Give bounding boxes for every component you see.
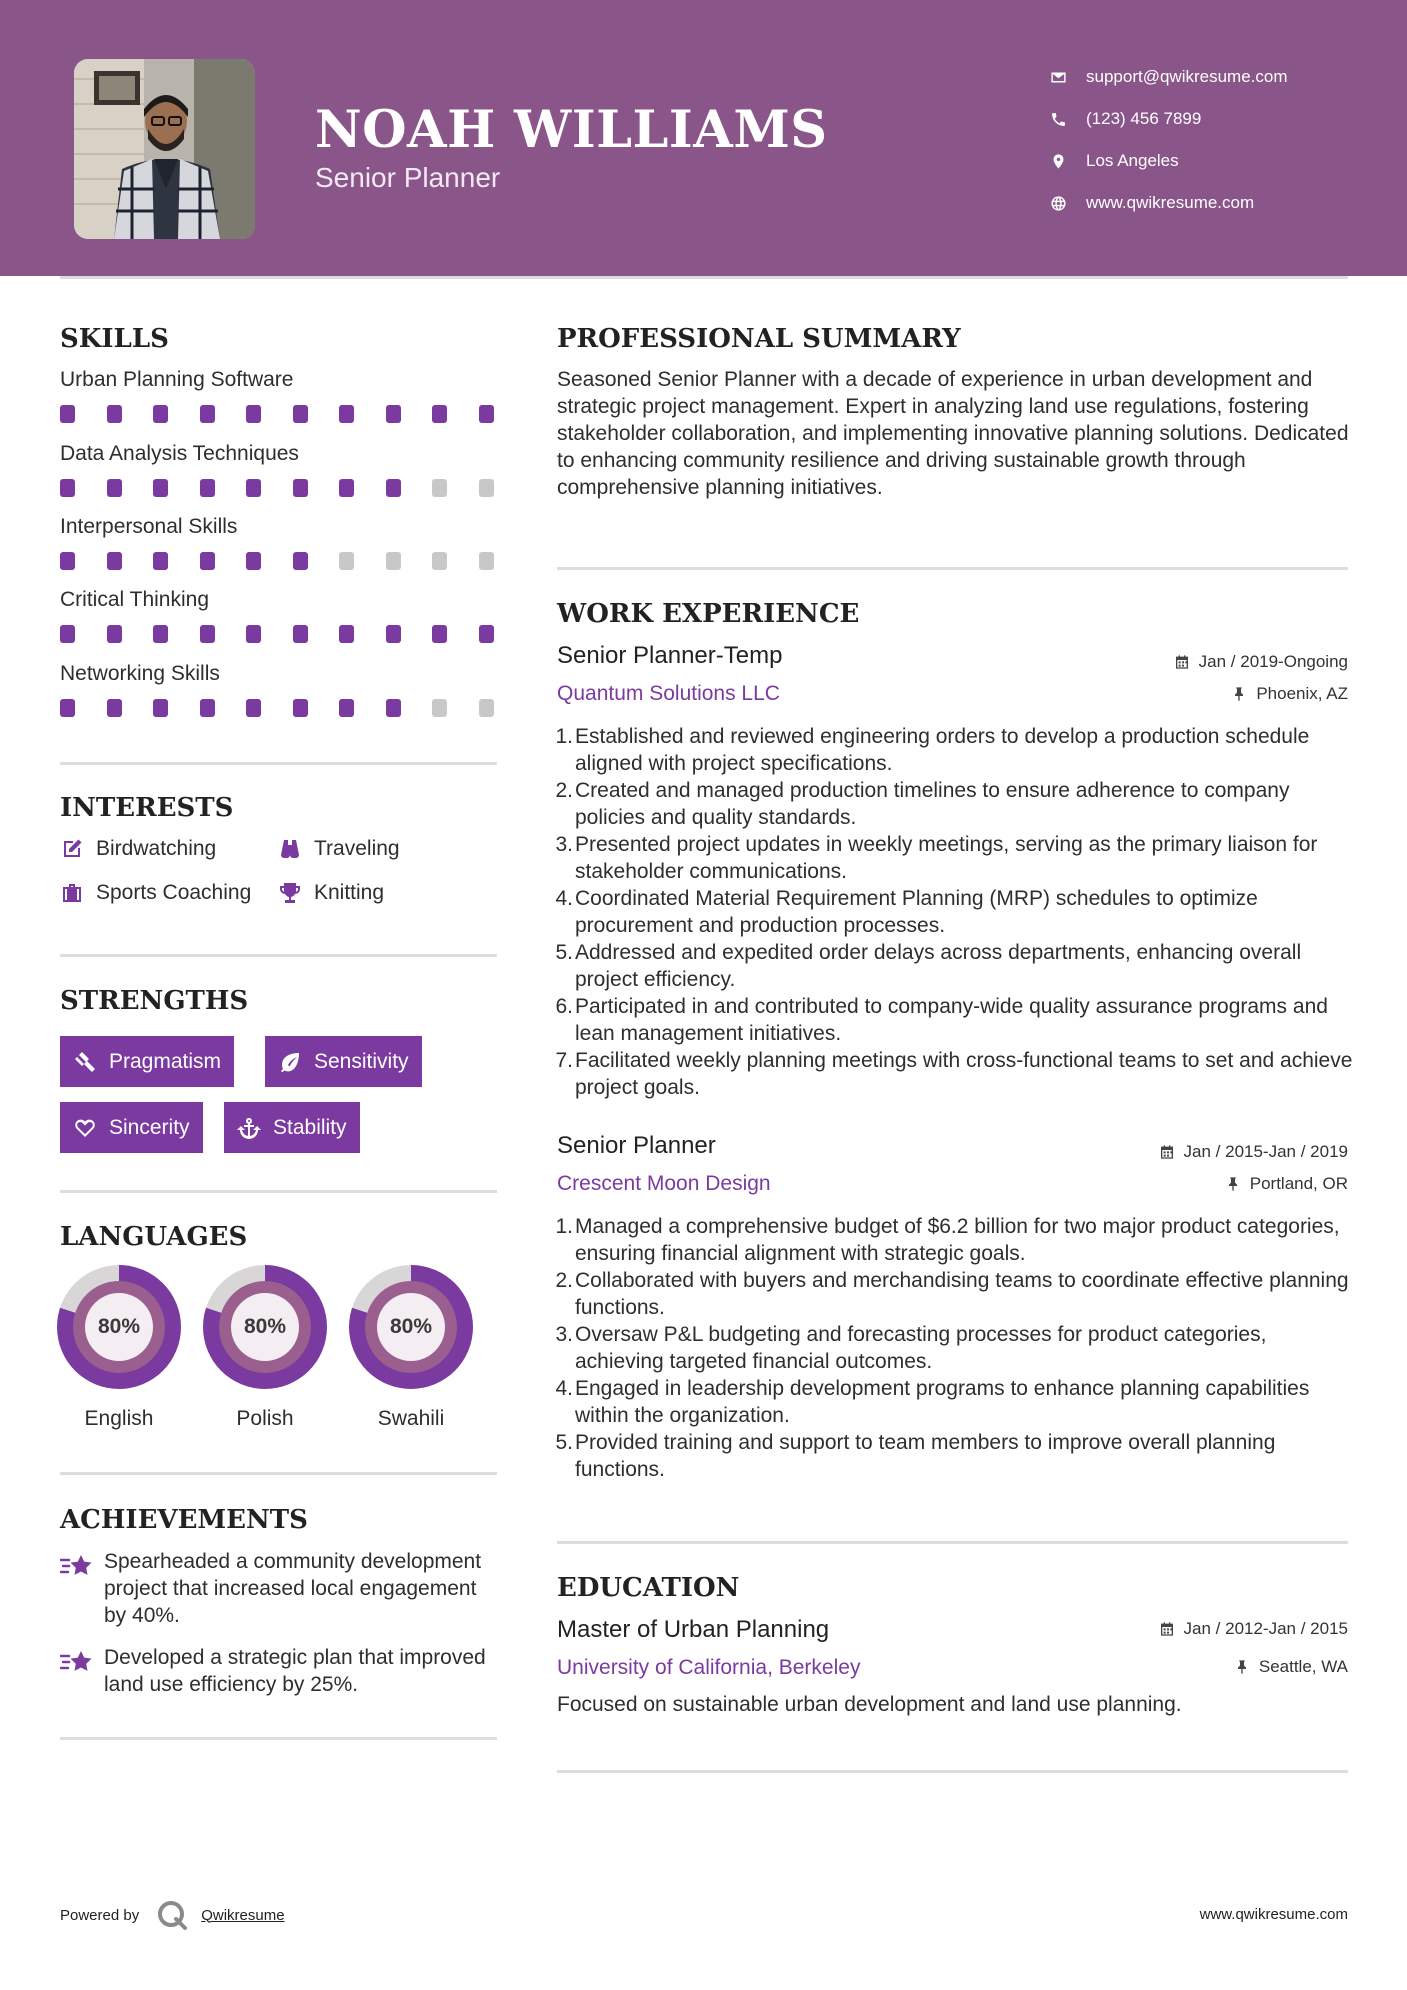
footer-powered-by: Powered by Qwikresume bbox=[60, 1898, 285, 1932]
language-percent: 80% bbox=[377, 1293, 445, 1361]
contact-location: Los Angeles bbox=[1050, 140, 1380, 182]
skill-rating bbox=[60, 405, 500, 423]
skill-dot-filled bbox=[293, 405, 308, 423]
globe-icon bbox=[1050, 195, 1086, 212]
job-bullets bbox=[557, 1213, 1357, 1483]
language-item bbox=[349, 1265, 473, 1431]
language-percent: 80% bbox=[231, 1293, 299, 1361]
language-percent: 80% bbox=[85, 1293, 153, 1361]
language-name: Swahili bbox=[377, 1407, 445, 1430]
skill-dot-filled bbox=[60, 479, 75, 497]
section-divider bbox=[60, 762, 497, 765]
skill-dot-filled bbox=[246, 699, 261, 717]
skill-dot-filled bbox=[246, 625, 261, 643]
skill-dot-empty bbox=[479, 699, 494, 717]
skill-dot-filled bbox=[60, 625, 75, 643]
skill-dot-filled bbox=[200, 552, 215, 570]
job-bullet: 1. Managed a comprehensive budget of $6.2 billion for two major product categories, ensuring financial alignment with strategic goals. bbox=[555, 1215, 1340, 1265]
job-bullet: 1. Established and reviewed engineering orders to develop a production schedule aligned with project specifications. bbox=[555, 725, 1310, 775]
section-divider bbox=[60, 954, 497, 957]
language-progress-ring bbox=[57, 1265, 181, 1389]
skill-rating bbox=[60, 479, 500, 497]
skill-rating bbox=[60, 625, 500, 643]
language-item bbox=[57, 1265, 181, 1431]
skill-label: Critical Thinking bbox=[60, 588, 209, 611]
skill-dot-filled bbox=[153, 479, 168, 497]
achievement-item: Developed a strategic plan that improved land use efficiency by 25%. bbox=[60, 1644, 500, 1698]
achievements-heading: ACHIEVEMENTS bbox=[60, 1505, 308, 1535]
skill-dot-filled bbox=[386, 405, 401, 423]
gavel-icon bbox=[73, 1050, 97, 1074]
strength-chip: Sincerity bbox=[60, 1102, 203, 1153]
skill-label: Data Analysis Techniques bbox=[60, 442, 299, 465]
pushpin-icon bbox=[1234, 1659, 1250, 1675]
job-bullet: 4. Coordinated Material Requirement Planning (MRP) schedules to optimize procurement and production processes. bbox=[555, 887, 1258, 937]
skill-rating bbox=[60, 699, 500, 717]
skill-dot-filled bbox=[107, 552, 122, 570]
heart-icon bbox=[73, 1116, 97, 1140]
skill-dot-filled bbox=[246, 405, 261, 423]
language-name: English bbox=[84, 1407, 154, 1430]
trophy-icon bbox=[278, 881, 302, 905]
skill-dot-filled bbox=[107, 479, 122, 497]
job-title: Senior Planner-Temp bbox=[557, 642, 783, 669]
skill-label: Networking Skills bbox=[60, 662, 220, 685]
summary-text: Seasoned Senior Planner with a decade of experience in urban development and strategic project management. Expert in analyzing land use regulations, fostering stakeholder collaboration, and implementing innovative planning solutions. Dedicated to enhancing community resilience and driving sustainable growth through comprehensive planning initiatives. bbox=[557, 368, 1349, 499]
skill-dot-filled bbox=[153, 552, 168, 570]
job-bullet: 4. Engaged in leadership development programs to enhance planning capabilities within the organization. bbox=[555, 1377, 1310, 1427]
calendar-icon bbox=[1159, 1621, 1175, 1637]
education-heading: EDUCATION bbox=[557, 1573, 740, 1603]
qwikresume-link[interactable]: Qwikresume bbox=[201, 1906, 285, 1924]
calendar-icon bbox=[1159, 1144, 1175, 1160]
skill-dot-filled bbox=[386, 479, 401, 497]
language-progress-ring bbox=[203, 1265, 327, 1389]
skill-dot-filled bbox=[107, 405, 122, 423]
skill-dot-filled bbox=[432, 625, 447, 643]
job-bullet: 5. Addressed and expedited order delays across departments, enhancing overall project efficiency. bbox=[555, 941, 1302, 991]
language-item bbox=[203, 1265, 327, 1431]
skill-dot-filled bbox=[479, 625, 494, 643]
job-bullets bbox=[557, 723, 1357, 1101]
location-pin-icon bbox=[1050, 153, 1086, 170]
skill-dot-filled bbox=[293, 625, 308, 643]
skill-dot-empty bbox=[339, 552, 354, 570]
skill-dot-empty bbox=[432, 479, 447, 497]
job-bullet: 5. Provided training and support to team members to improve overall planning functions. bbox=[555, 1431, 1276, 1481]
skill-dot-filled bbox=[339, 625, 354, 643]
interest-item: Knitting bbox=[278, 881, 384, 905]
phone-icon bbox=[1050, 111, 1086, 128]
interest-item: Sports Coaching bbox=[60, 881, 251, 905]
skill-dot-filled bbox=[432, 405, 447, 423]
skill-dot-empty bbox=[479, 552, 494, 570]
skill-rating bbox=[60, 552, 500, 570]
job-bullet: 2. Collaborated with buyers and merchandising teams to coordinate effective planning functions. bbox=[555, 1269, 1349, 1319]
experience-heading: WORK EXPERIENCE bbox=[557, 599, 860, 629]
job-title: Senior Planner bbox=[557, 1132, 716, 1159]
envelope-icon bbox=[1050, 69, 1086, 86]
strength-chip: Sensitivity bbox=[265, 1036, 422, 1087]
skill-dot-filled bbox=[246, 479, 261, 497]
education-dates: Jan / 2012-Jan / 2015 bbox=[1159, 1619, 1348, 1639]
skill-dot-filled bbox=[339, 699, 354, 717]
skill-dot-filled bbox=[153, 405, 168, 423]
job-location: Portland, OR bbox=[1225, 1174, 1348, 1194]
qwikresume-logo-icon bbox=[155, 1898, 189, 1932]
job-bullet: 7. Facilitated weekly planning meetings with cross-functional teams to set and achieve project goals. bbox=[555, 1049, 1353, 1099]
contact-website[interactable]: www.qwikresume.com bbox=[1050, 182, 1380, 224]
job-company: Crescent Moon Design bbox=[557, 1172, 771, 1195]
job-company: Quantum Solutions LLC bbox=[557, 682, 780, 705]
language-name: Polish bbox=[236, 1407, 294, 1430]
job-dates: Jan / 2019-Ongoing bbox=[1174, 652, 1348, 672]
skill-dot-filled bbox=[386, 625, 401, 643]
education-degree: Master of Urban Planning bbox=[557, 1616, 830, 1643]
briefcase-icon bbox=[60, 881, 84, 905]
languages-heading: LANGUAGES bbox=[60, 1222, 248, 1252]
candidate-title: Senior Planner bbox=[315, 162, 501, 193]
skill-dot-empty bbox=[432, 699, 447, 717]
skill-dot-empty bbox=[386, 552, 401, 570]
skill-dot-filled bbox=[339, 479, 354, 497]
resume-header bbox=[0, 0, 1407, 276]
skill-dot-filled bbox=[107, 625, 122, 643]
job-location: Phoenix, AZ bbox=[1231, 684, 1348, 704]
strength-chip: Pragmatism bbox=[60, 1036, 234, 1087]
achievement-item: Spearheaded a community development project that increased local engagement by 40%. bbox=[60, 1548, 500, 1629]
pushpin-icon bbox=[1231, 686, 1247, 702]
header-divider bbox=[60, 276, 1348, 279]
skill-dot-filled bbox=[293, 699, 308, 717]
section-divider bbox=[60, 1472, 497, 1475]
interests-heading: INTERESTS bbox=[60, 793, 234, 823]
education-location: Seattle, WA bbox=[1234, 1657, 1348, 1677]
contact-email[interactable]: support@qwikresume.com bbox=[1050, 56, 1380, 98]
interest-item: Traveling bbox=[278, 837, 400, 861]
education-description: Focused on sustainable urban development and land use planning. bbox=[557, 1693, 1182, 1716]
profile-photo bbox=[74, 59, 255, 239]
skill-dot-filled bbox=[200, 625, 215, 643]
skill-dot-filled bbox=[107, 699, 122, 717]
section-divider bbox=[557, 1541, 1348, 1544]
skill-dot-filled bbox=[60, 699, 75, 717]
contact-phone[interactable]: (123) 456 7899 bbox=[1050, 98, 1380, 140]
skills-heading: SKILLS bbox=[60, 324, 169, 354]
strengths-heading: STRENGTHS bbox=[60, 986, 249, 1016]
calendar-icon bbox=[1174, 654, 1190, 670]
skill-dot-filled bbox=[200, 405, 215, 423]
section-divider bbox=[557, 567, 1348, 570]
section-divider bbox=[60, 1190, 497, 1193]
skill-dot-filled bbox=[200, 479, 215, 497]
skill-dot-filled bbox=[200, 699, 215, 717]
job-bullet: 3. Presented project updates in weekly meetings, serving as the primary liaison for stakeholder communications. bbox=[555, 833, 1318, 883]
education-school: University of California, Berkeley bbox=[557, 1656, 861, 1679]
contact-list bbox=[1050, 56, 1380, 224]
job-dates: Jan / 2015-Jan / 2019 bbox=[1159, 1142, 1348, 1162]
strength-chip: Stability bbox=[224, 1102, 360, 1153]
language-progress-ring bbox=[349, 1265, 473, 1389]
skill-dot-filled bbox=[246, 552, 261, 570]
skill-label: Interpersonal Skills bbox=[60, 515, 238, 538]
leaf-icon bbox=[278, 1050, 302, 1074]
skill-dot-filled bbox=[60, 552, 75, 570]
binoculars-icon bbox=[278, 837, 302, 861]
skill-dot-filled bbox=[293, 552, 308, 570]
skill-dot-filled bbox=[386, 699, 401, 717]
footer-website[interactable]: www.qwikresume.com bbox=[1199, 1906, 1348, 1923]
pushpin-icon bbox=[1225, 1176, 1241, 1192]
skill-dot-empty bbox=[479, 479, 494, 497]
skill-dot-filled bbox=[339, 405, 354, 423]
section-divider bbox=[60, 1737, 497, 1740]
summary-heading: PROFESSIONAL SUMMARY bbox=[557, 324, 961, 354]
skill-dot-filled bbox=[293, 479, 308, 497]
job-bullet: 2. Created and managed production timelines to ensure adherence to company policies and quality standards. bbox=[555, 779, 1290, 829]
shooting-star-icon bbox=[60, 1552, 93, 1582]
pencil-square-icon bbox=[60, 837, 84, 861]
job-bullet: 3. Oversaw P&L budgeting and forecasting processes for product categories, achieving targeted financial outcomes. bbox=[555, 1323, 1267, 1373]
section-divider bbox=[557, 1770, 1348, 1773]
skill-dot-filled bbox=[479, 405, 494, 423]
skill-dot-filled bbox=[153, 699, 168, 717]
job-bullet: 6. Participated in and contributed to company-wide quality assurance programs and lean management initiatives. bbox=[555, 995, 1328, 1045]
candidate-name: NOAH WILLIAMS bbox=[315, 100, 828, 160]
skill-dot-empty bbox=[432, 552, 447, 570]
interest-item: Birdwatching bbox=[60, 837, 216, 861]
anchor-icon bbox=[237, 1116, 261, 1140]
skill-label: Urban Planning Software bbox=[60, 368, 294, 391]
skill-dot-filled bbox=[153, 625, 168, 643]
shooting-star-icon bbox=[60, 1648, 93, 1678]
skill-dot-filled bbox=[60, 405, 75, 423]
